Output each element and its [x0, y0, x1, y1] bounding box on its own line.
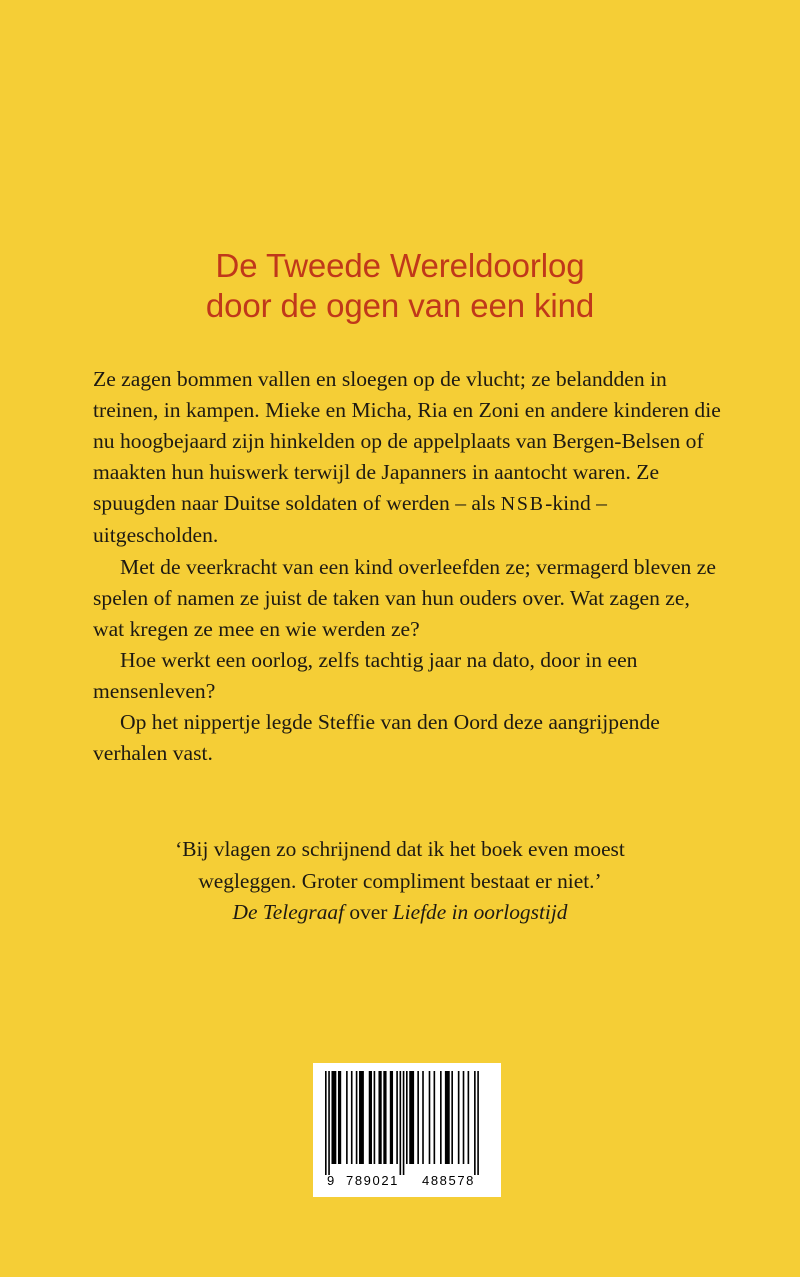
barcode-svg [313, 1063, 501, 1197]
quote-source-publication: De Telegraaf [232, 900, 345, 924]
page-title [0, 246, 800, 326]
quote-line-2: wegleggen. Groter compliment bestaat er niet.’ [198, 868, 602, 893]
quote-source-connector: over [344, 900, 393, 924]
blurb-text [93, 364, 724, 769]
barcode-digit-group-1: 9 [327, 1173, 336, 1188]
barcode-inner [313, 1063, 501, 1197]
quote-line-1: ‘Bij vlagen zo schrijnend dat ik het boek even moest [175, 837, 625, 861]
blurb-paragraph-1 [93, 364, 724, 552]
blurb-p1-smallcaps-nsb: NSB [500, 493, 545, 516]
headline-line-2: door de ogen van een kind [205, 287, 595, 324]
quote-source-title: Liefde in oorlogstijd [392, 900, 568, 924]
headline-line-1: De Tweede Wereldoorlog [215, 247, 585, 284]
barcode-digit-group-2: 789021 [346, 1173, 399, 1188]
blurb-p1-part2: -kind – uitgescholden. [93, 491, 607, 548]
barcode [313, 1063, 501, 1197]
quote-attribution [100, 897, 700, 929]
blurb-paragraph-3: Hoe werkt een oorlog, zelfs tachtig jaar na dato, door in een mensenleven? [93, 647, 638, 703]
pull-quote [100, 834, 700, 929]
barcode-digit-group-3: 488578 [422, 1173, 475, 1188]
blurb-paragraph-2: Met de veerkracht van een kind overleefden ze; vermagerd bleven ze spelen of namen ze juist de taken van hun ouders over. Wat zagen ze, wat kregen ze mee en wie werden ze? [93, 554, 716, 641]
blurb-p1-part1: Ze zagen bommen vallen en sloegen op de vlucht; ze belandden in treinen, in kampen. Mieke en Micha, Ria en Zoni en andere kinderen die nu hoogbejaard zijn hinkelden op de appelplaats van Bergen-Belsen of maakten hun huiswerk terwijl de Japanners in aantocht waren. Ze spuugden naar Duitse soldaten of werden – als [93, 367, 721, 516]
blurb-paragraph-4: Op het nippertje legde Steffie van den Oord deze aangrijpende verhalen vast. [93, 710, 660, 766]
